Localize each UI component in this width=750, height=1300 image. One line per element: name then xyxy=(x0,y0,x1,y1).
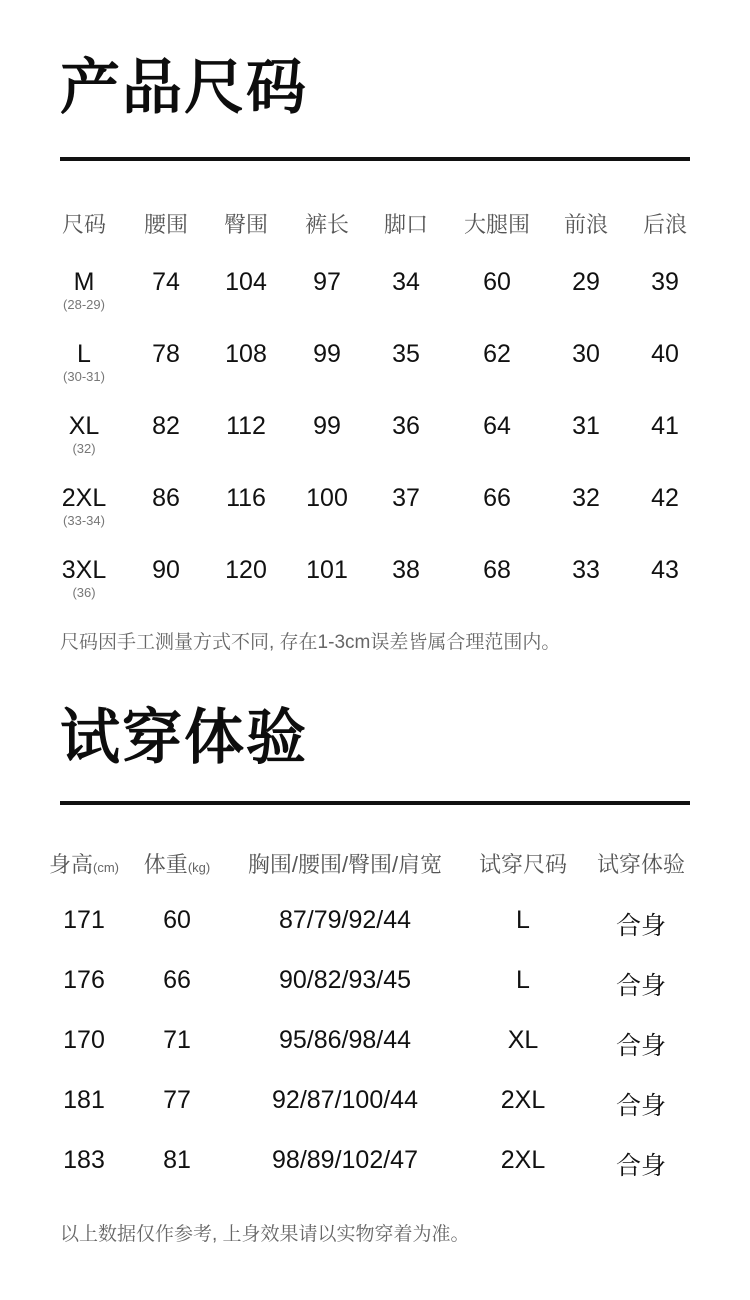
waist-size-range: (28-29) xyxy=(63,297,105,312)
trial-table-cell: 2XL xyxy=(500,1086,546,1114)
size-table-cell: 100 xyxy=(306,484,348,512)
size-table-cell: 64 xyxy=(483,412,511,440)
size-table-cell: 116 xyxy=(226,484,266,512)
size-table-cell: 99 xyxy=(313,340,341,368)
size-table-cell: 39 xyxy=(651,268,679,296)
trial-table-cell: 71 xyxy=(163,1026,191,1054)
trial-table-cell: 181 xyxy=(63,1086,105,1114)
size-table-cell: 31 xyxy=(572,412,600,440)
size-table-header: 腰围 xyxy=(143,212,189,237)
size-label: M xyxy=(73,268,95,296)
trial-header-label: 试穿体验 xyxy=(596,852,686,877)
size-table-cell: 90 xyxy=(152,556,180,584)
size-table-cell: 99 xyxy=(313,412,341,440)
size-section-divider xyxy=(60,157,690,161)
size-table-cell: 35 xyxy=(392,340,420,368)
size-table-cell: 32 xyxy=(572,484,600,512)
trial-header-unit: (kg) xyxy=(187,860,211,875)
trial-table-cell: 98/89/102/47 xyxy=(272,1146,418,1174)
trial-table-header xyxy=(49,848,119,879)
trial-header-label: 体重 xyxy=(143,852,188,877)
size-table-cell: 37 xyxy=(392,484,420,512)
trial-note: 以上数据仅作参考, 上身效果请以实物穿着为准。 xyxy=(60,1224,470,1245)
size-table-cell: 33 xyxy=(572,556,600,584)
size-table-cell: 78 xyxy=(152,340,180,368)
trial-header-label: 试穿尺码 xyxy=(478,852,568,877)
size-table-cell: 104 xyxy=(225,268,267,296)
size-table-cell: 40 xyxy=(651,340,679,368)
trial-table-cell: 77 xyxy=(163,1086,191,1114)
size-table-cell: 41 xyxy=(651,412,679,440)
size-table-header: 后浪 xyxy=(642,212,688,237)
size-table-header: 尺码 xyxy=(61,212,107,237)
trial-table-cell: 合身 xyxy=(615,912,667,940)
size-table-cell: 108 xyxy=(225,340,267,368)
size-table-cell: 66 xyxy=(483,484,511,512)
size-label: 2XL xyxy=(61,484,107,512)
trial-table-cell: 81 xyxy=(163,1146,191,1174)
size-label: L xyxy=(77,340,91,368)
size-table-cell: 42 xyxy=(651,484,679,512)
trial-table-cell: XL xyxy=(507,1026,539,1054)
size-table-cell: 74 xyxy=(152,268,180,296)
size-table-header: 前浪 xyxy=(563,212,609,237)
size-table-cell: 101 xyxy=(306,556,348,584)
trial-table-cell: 183 xyxy=(63,1146,105,1174)
trial-table-header xyxy=(597,848,685,879)
waist-size-range: (33-34) xyxy=(63,513,105,528)
trial-table-cell: 合身 xyxy=(615,1152,667,1180)
size-table-header: 脚口 xyxy=(383,212,429,237)
size-table-header: 裤长 xyxy=(304,212,350,237)
size-table-cell: 36 xyxy=(392,412,420,440)
size-label: 3XL xyxy=(61,556,107,584)
size-table-cell: 97 xyxy=(313,268,341,296)
trial-table-header xyxy=(144,848,210,879)
trial-table-cell: 66 xyxy=(163,966,191,994)
trial-table-cell: 92/87/100/44 xyxy=(272,1086,418,1114)
size-table-cell: 112 xyxy=(226,412,266,440)
waist-size-range: (32) xyxy=(72,441,96,456)
trial-table-cell: 60 xyxy=(163,906,191,934)
trial-header-label: 胸围/腰围/臀围/肩宽 xyxy=(247,852,443,877)
size-label: XL xyxy=(68,412,100,440)
size-table-cell: 38 xyxy=(392,556,420,584)
size-table-cell: 60 xyxy=(483,268,511,296)
trial-table-cell: 95/86/98/44 xyxy=(278,1026,412,1054)
size-section-title: 产品尺码 xyxy=(60,54,308,121)
trial-header-label: 身高 xyxy=(48,852,94,877)
waist-size-range: (36) xyxy=(72,585,96,600)
size-table-cell: 86 xyxy=(152,484,180,512)
trial-table-cell: 合身 xyxy=(615,972,667,1000)
trial-table-cell: 176 xyxy=(63,966,105,994)
trial-table-cell: 170 xyxy=(63,1026,105,1054)
size-table-cell: 30 xyxy=(572,340,600,368)
trial-table-header xyxy=(479,848,567,879)
size-table-header: 臀围 xyxy=(223,212,269,237)
trial-table-header xyxy=(248,848,442,879)
size-table-header: 大腿围 xyxy=(463,212,531,237)
waist-size-range: (30-31) xyxy=(63,369,105,384)
trial-table-cell: 87/79/92/44 xyxy=(278,906,412,934)
size-table-cell: 29 xyxy=(572,268,600,296)
trial-table-cell: 合身 xyxy=(615,1032,667,1060)
size-table-cell: 62 xyxy=(483,340,511,368)
trial-table-cell: L xyxy=(516,966,530,994)
size-table-cell: 34 xyxy=(392,268,420,296)
size-table-cell: 68 xyxy=(483,556,511,584)
size-note: 尺码因手工测量方式不同, 存在1-3cm误差皆属合理范围内。 xyxy=(60,632,561,653)
trial-table-cell: L xyxy=(516,906,530,934)
trial-header-unit: (cm) xyxy=(93,860,120,875)
trial-table-cell: 2XL xyxy=(500,1146,546,1174)
trial-table-cell: 171 xyxy=(63,906,105,934)
trial-table-cell: 90/82/93/45 xyxy=(278,966,412,994)
trial-section-title: 试穿体验 xyxy=(60,704,308,771)
trial-section-divider xyxy=(60,801,690,805)
size-table-cell: 82 xyxy=(152,412,180,440)
trial-table-cell: 合身 xyxy=(615,1092,667,1120)
size-table-cell: 43 xyxy=(651,556,679,584)
size-table-cell: 120 xyxy=(225,556,267,584)
